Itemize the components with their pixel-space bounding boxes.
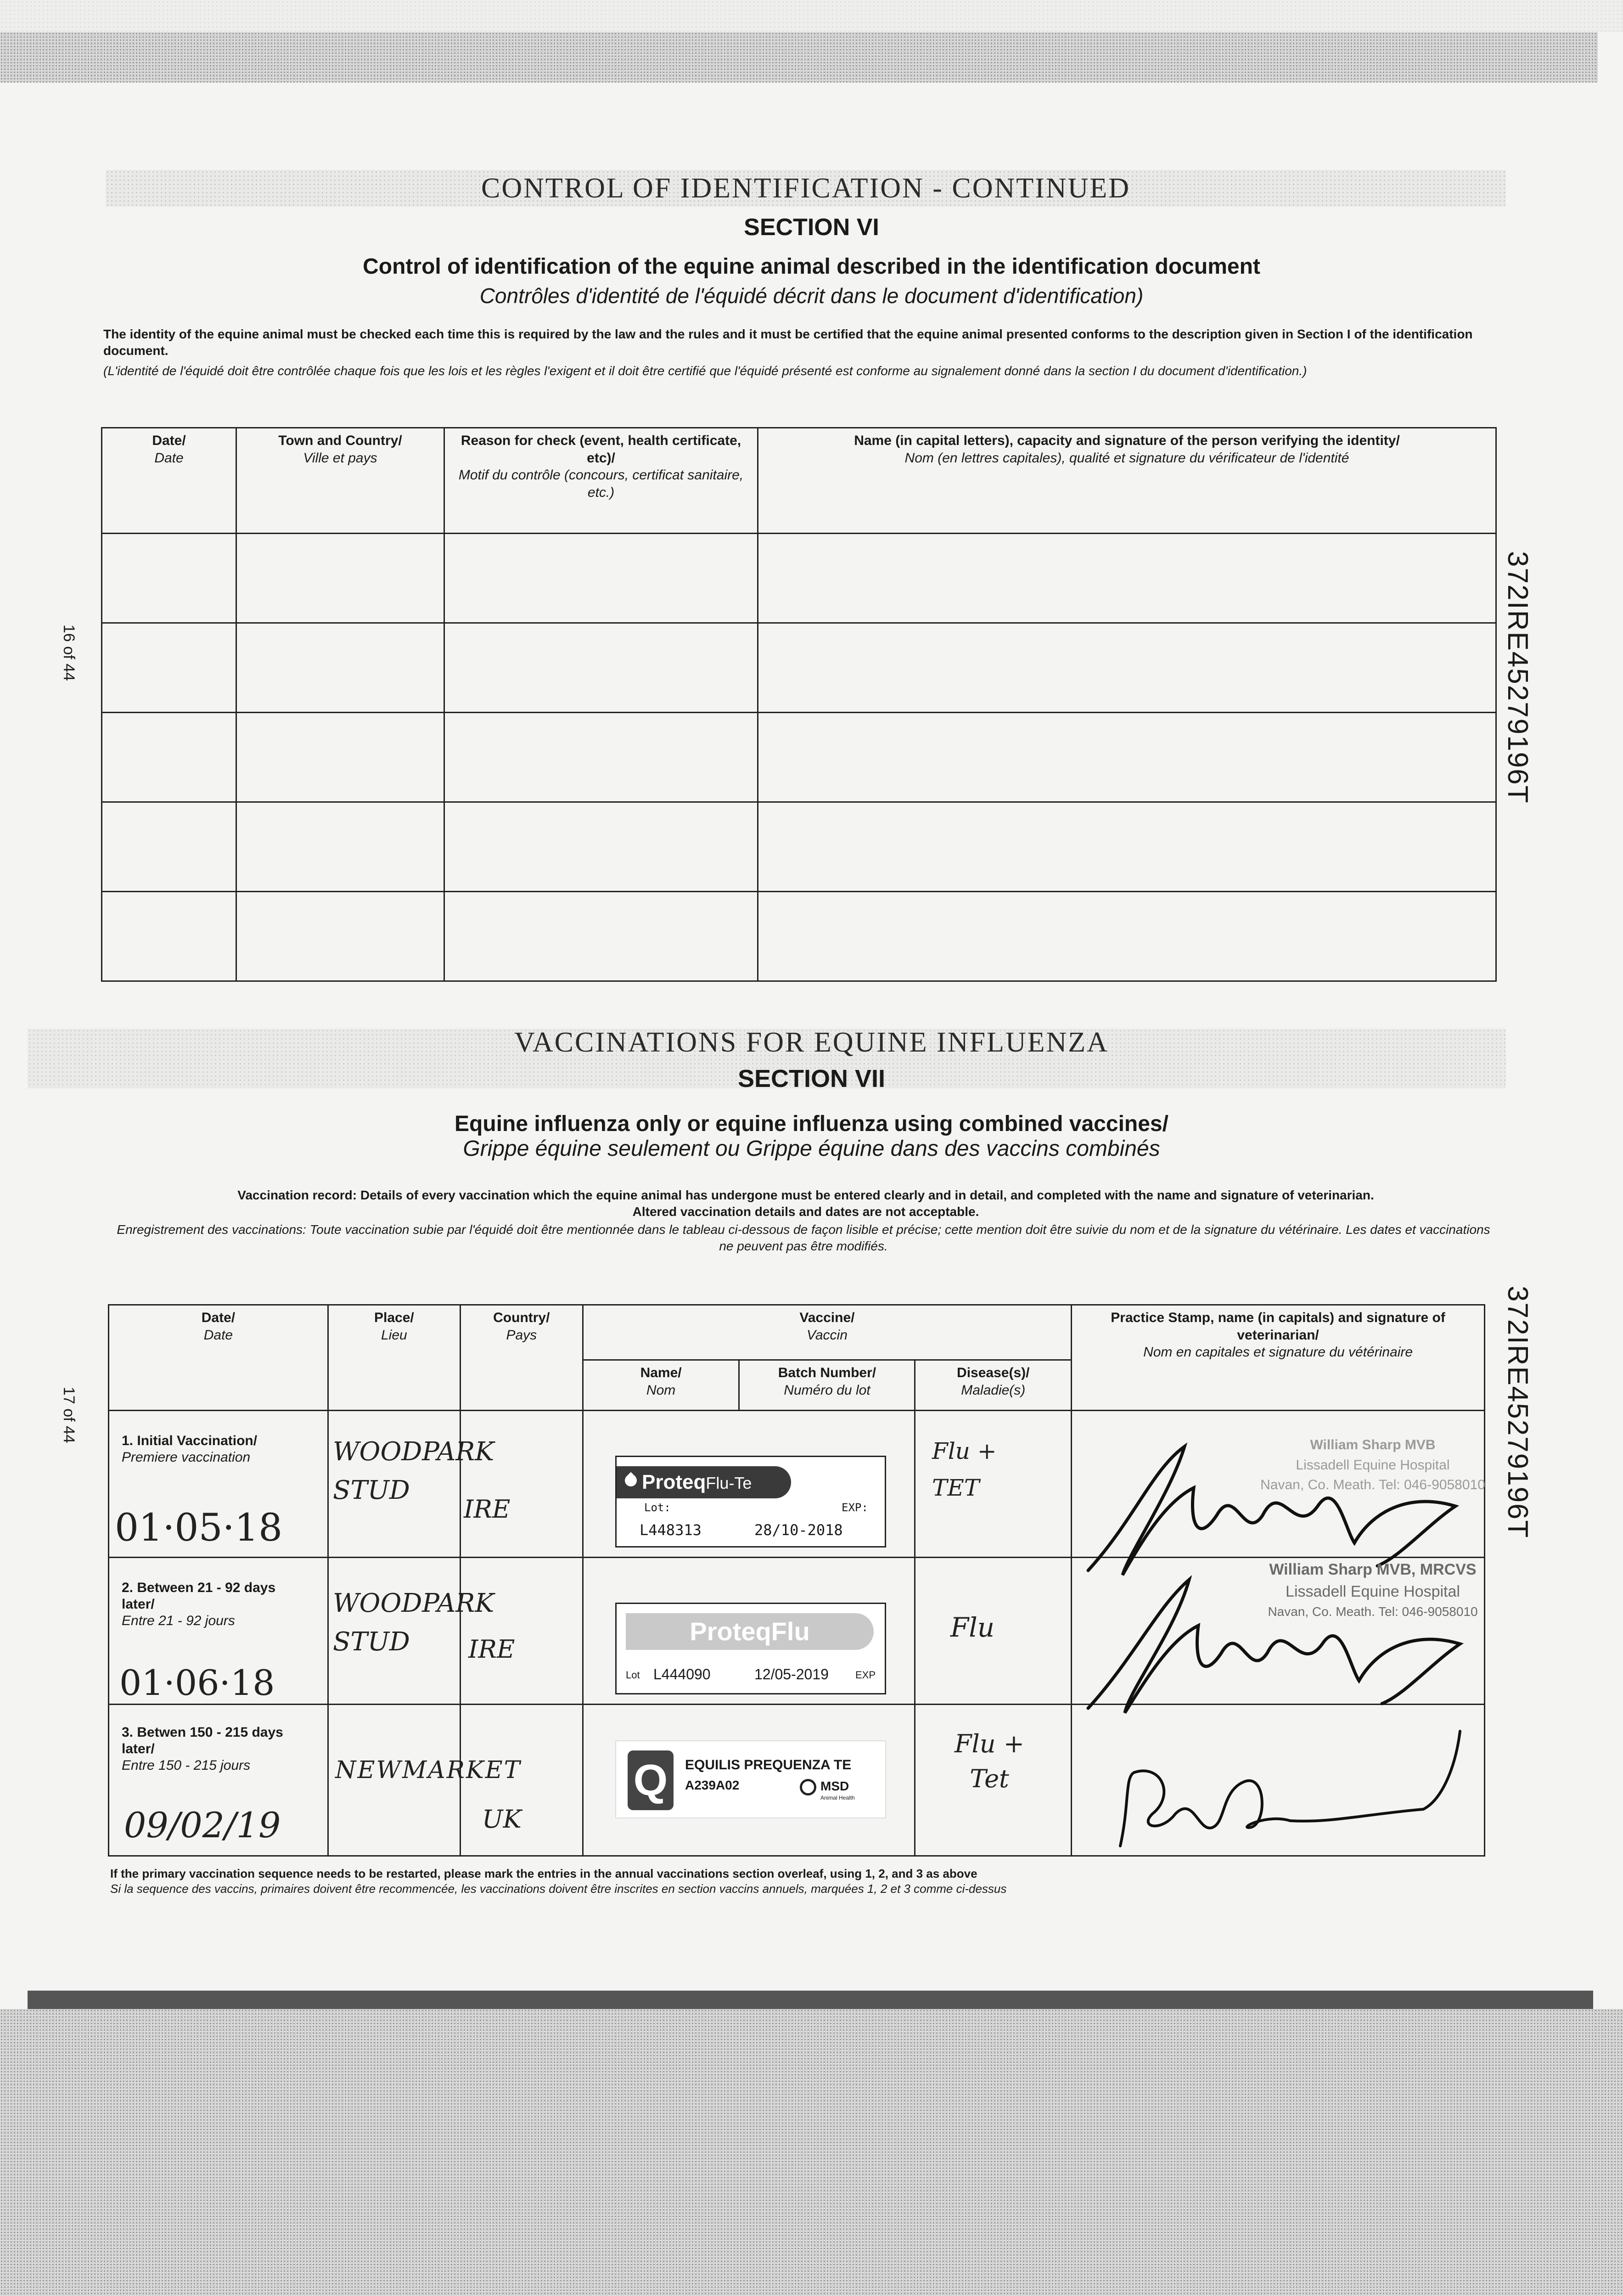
document-id-bottom: 372IRE45279196T bbox=[1502, 1286, 1533, 1539]
scan-noise-top bbox=[0, 32, 1598, 83]
vax-row1-date: 01·05·18 bbox=[115, 1506, 283, 1550]
col-reason-header bbox=[444, 428, 758, 534]
col-town-header bbox=[236, 428, 444, 534]
cell-town[interactable] bbox=[236, 802, 444, 892]
vax-row2-brand: ProteqFlu bbox=[690, 1617, 810, 1646]
vax-row3-label bbox=[122, 1724, 305, 1774]
cell-date[interactable] bbox=[102, 713, 236, 802]
record-fr-label: Enregistrement des vaccinations: bbox=[117, 1222, 306, 1237]
cell-reason[interactable] bbox=[444, 802, 758, 892]
vax-vaccine-header bbox=[583, 1305, 1071, 1360]
table-row bbox=[102, 534, 1496, 623]
vax-disease-en: Disease(s)/ bbox=[957, 1365, 1030, 1380]
vax-row3-date: 09/02/19 bbox=[124, 1805, 281, 1846]
vax-country-en: Country/ bbox=[493, 1310, 550, 1325]
col-date-fr: Date bbox=[154, 450, 184, 466]
vax-row3-brand: EQUILIS PREQUENZA TE bbox=[685, 1757, 852, 1773]
vax-row2-signature bbox=[1079, 1570, 1492, 1722]
vax-row2-stamp-town: Navan, Co. Meath. Tel: 046-9058010 bbox=[1268, 1604, 1478, 1619]
cell-town[interactable] bbox=[236, 713, 444, 802]
vax-row1-place: WOODPARK STUD bbox=[333, 1437, 494, 1505]
col-name-header bbox=[758, 428, 1496, 534]
vax-disease-fr: Maladie(s) bbox=[961, 1382, 1026, 1398]
vax-disease-header bbox=[915, 1360, 1072, 1411]
vax-row2-country-cell[interactable] bbox=[460, 1558, 583, 1705]
vax-date-header bbox=[109, 1305, 328, 1411]
section7-heading-fr: Grippe équine seulement ou Grippe équine dans des vaccins combinés bbox=[463, 1137, 1160, 1161]
section6-intro-fr: (L'identité de l'équidé doit être contrôlée chaque fois que les lois et les règles l'exigent et il doit être certifié que l'équidé présenté est conforme au signalement donné dans la section I du document d'identification.) bbox=[103, 364, 1307, 378]
cell-reason[interactable] bbox=[444, 892, 758, 981]
vax-row3-logo-letter: Q bbox=[633, 1756, 668, 1805]
vax-country-header bbox=[460, 1305, 583, 1411]
vax-row1-stamp-name: William Sharp MVB bbox=[1310, 1437, 1436, 1452]
col-reason-en: Reason for check (event, health certificate, etc)/ bbox=[461, 433, 741, 466]
table-row bbox=[102, 892, 1496, 981]
vax-name-en: Name/ bbox=[640, 1365, 682, 1380]
col-town-fr: Ville et pays bbox=[303, 450, 377, 466]
vax-vet-fr: Nom en capitales et signature du vétérinaire bbox=[1143, 1345, 1413, 1360]
record-fr-body: Toute vaccination subie par l'équidé doit être mentionnée dans le tableau ci-dessous de façon lisible et précise; cette mention doit être suivie du nom et de la signature du vétérinaire. Les dates et vaccinations ne peuvent pas être modifiés. bbox=[309, 1222, 1490, 1254]
vax-row2-place: WOODPARK STUD bbox=[333, 1588, 494, 1657]
cell-signature[interactable] bbox=[758, 892, 1496, 981]
vax-vet-en: Practice Stamp, name (in capitals) and signature of veterinarian/ bbox=[1111, 1310, 1445, 1343]
section7-heading-en: Equine influenza only or equine influenza using combined vaccines/ bbox=[455, 1112, 1168, 1136]
vax-row3-signature bbox=[1093, 1722, 1483, 1855]
vax-vaccine-fr: Vaccin bbox=[806, 1327, 848, 1343]
vax-row2-label-en: 2. Between 21 - 92 days later/ bbox=[122, 1580, 276, 1612]
vax-date-fr: Date bbox=[203, 1327, 233, 1343]
vax-date-en: Date/ bbox=[201, 1310, 236, 1325]
vax-row1-disease: Flu + TET bbox=[932, 1438, 997, 1501]
q-logo-icon bbox=[628, 1750, 674, 1810]
cell-signature[interactable] bbox=[758, 713, 1496, 802]
col-reason-fr: Motif du contrôle (concours, certificat sanitaire, etc.) bbox=[458, 467, 744, 500]
cell-reason[interactable] bbox=[444, 713, 758, 802]
vax-row3-disease: Flu + Tet bbox=[955, 1729, 1024, 1793]
record-en-label: Vaccination record: bbox=[237, 1188, 357, 1202]
cell-town[interactable] bbox=[236, 892, 444, 981]
vax-row2-date: 01·06·18 bbox=[119, 1662, 275, 1703]
cell-town[interactable] bbox=[236, 623, 444, 713]
vax-row1-country: IRE bbox=[464, 1495, 511, 1524]
record-en-body: Details of every vaccination which the equine animal has undergone must be entered clearly and in detail, and completed with the name and signature of veterinarian. bbox=[360, 1188, 1374, 1202]
col-name-en: Name (in capital letters), capacity and signature of the person verifying the identity/ bbox=[854, 433, 1400, 448]
cell-signature[interactable] bbox=[758, 534, 1496, 623]
section6-heading-en: Control of identification of the equine animal described in the identification document bbox=[363, 254, 1260, 279]
scan-noise-top-edge bbox=[0, 0, 1623, 32]
vaccination-record-text-fr bbox=[110, 1221, 1497, 1255]
vax-row2-stamp-name: William Sharp MVB, MRCVS bbox=[1269, 1561, 1477, 1578]
cell-reason[interactable] bbox=[444, 534, 758, 623]
vaccination-record-text-en bbox=[115, 1187, 1497, 1221]
section6-banner-text: CONTROL OF IDENTIFICATION - CONTINUED bbox=[481, 172, 1131, 204]
vax-vaccine-en: Vaccine/ bbox=[799, 1310, 855, 1325]
table-row bbox=[102, 713, 1496, 802]
vax-row2-disease: Flu bbox=[950, 1612, 995, 1643]
vax-name-header bbox=[583, 1360, 739, 1411]
vax-row2-lot-label: Lot bbox=[626, 1669, 640, 1681]
section6-heading-fr: Contrôles d'identité de l'équidé décrit dans le document d'identification) bbox=[479, 284, 1144, 308]
vax-row1-exp: 28/10-2018 bbox=[754, 1521, 843, 1539]
vax-row3-place: NEWMARKET bbox=[335, 1756, 522, 1784]
cell-date[interactable] bbox=[102, 802, 236, 892]
col-town-en: Town and Country/ bbox=[278, 433, 402, 448]
vax-row2-label-fr: Entre 21 - 92 jours bbox=[122, 1613, 235, 1628]
msd-logo-icon bbox=[800, 1779, 816, 1795]
vax-row1-stamp-practice: Lissadell Equine Hospital bbox=[1296, 1457, 1450, 1473]
vax-row2-exp: 12/05-2019 bbox=[754, 1666, 829, 1683]
vax-vet-header bbox=[1072, 1305, 1485, 1411]
vax-row1-lot-label: Lot: bbox=[644, 1501, 671, 1514]
cell-reason[interactable] bbox=[444, 623, 758, 713]
vax-row3-maker: MSD bbox=[820, 1779, 849, 1793]
record-en-body-2: Altered vaccination details and dates are not acceptable. bbox=[632, 1204, 979, 1219]
vax-row1-lot: L448313 bbox=[640, 1521, 702, 1539]
page-number-top: 16 of 44 bbox=[60, 625, 78, 681]
section6-intro-en: The identity of the equine animal must be checked each time this is required by the law and the rules and it must be certified that the equine animal presented conforms to the description given in Section I of the identification document. bbox=[103, 327, 1473, 358]
vax-batch-fr: Numéro du lot bbox=[784, 1382, 870, 1398]
identity-check-table bbox=[101, 427, 1497, 982]
vax-row3-maker-sub: Animal Health bbox=[820, 1795, 855, 1801]
section6-banner bbox=[106, 170, 1506, 207]
cell-signature[interactable] bbox=[758, 802, 1496, 892]
vax-row2-lot: L444090 bbox=[653, 1666, 711, 1683]
vax-row1-label-fr: Premiere vaccination bbox=[122, 1450, 251, 1465]
vax-row2-label bbox=[122, 1580, 305, 1629]
cell-date[interactable] bbox=[102, 534, 236, 623]
vax-row3-label-sticker bbox=[615, 1740, 886, 1818]
vax-row2-exp-label: EXP bbox=[855, 1669, 876, 1681]
table-row bbox=[102, 802, 1496, 892]
cell-date[interactable] bbox=[102, 892, 236, 981]
table-row bbox=[102, 623, 1496, 713]
section7-title: SECTION VII bbox=[737, 1065, 886, 1092]
vax-country-fr: Pays bbox=[506, 1327, 537, 1343]
vax-row1-exp-label: EXP: bbox=[842, 1501, 868, 1514]
col-date-en: Date/ bbox=[152, 433, 186, 448]
vax-batch-header bbox=[739, 1360, 915, 1411]
vax-place-header bbox=[328, 1305, 460, 1411]
cell-date[interactable] bbox=[102, 623, 236, 713]
section6-title: SECTION VI bbox=[744, 214, 879, 241]
vax-place-fr: Lieu bbox=[381, 1327, 407, 1343]
vax-row1-variant: Flu-Te bbox=[706, 1474, 752, 1492]
vax-row1-stamp-town: Navan, Co. Meath. Tel: 046-9058010 bbox=[1260, 1477, 1485, 1492]
document-id-top: 372IRE45279196T bbox=[1502, 551, 1533, 804]
vax-row1-label-sticker bbox=[615, 1456, 886, 1548]
vax-row1-country-cell[interactable] bbox=[460, 1411, 583, 1558]
vax-batch-en: Batch Number/ bbox=[778, 1365, 876, 1380]
scan-noise-bottom bbox=[0, 2009, 1623, 2296]
vax-row1-brand: Proteq bbox=[642, 1471, 706, 1493]
section7-banner bbox=[0, 1026, 1623, 1058]
vax-row3-label-en: 3. Betwen 150 - 215 days later/ bbox=[122, 1725, 283, 1756]
scan-border-bottom bbox=[28, 1991, 1593, 2009]
cell-town[interactable] bbox=[236, 534, 444, 623]
col-date-header bbox=[102, 428, 236, 534]
section7-banner-text: VACCINATIONS FOR EQUINE INFLUENZA bbox=[514, 1026, 1109, 1058]
vax-row1-label-en: 1. Initial Vaccination/ bbox=[122, 1433, 258, 1448]
vax-name-fr: Nom bbox=[646, 1382, 676, 1398]
vax-place-en: Place/ bbox=[374, 1310, 414, 1325]
footnote-fr: Si la sequence des vaccins, primaires doivent être recommencée, les vaccinations doivent être inscrites en section vaccins annuels, marquées 1, 2 et 3 comme ci-dessus bbox=[110, 1882, 1007, 1896]
page-number-bottom: 17 of 44 bbox=[60, 1387, 78, 1443]
vax-row2-label-sticker bbox=[615, 1603, 886, 1694]
vax-row3-country: UK bbox=[482, 1805, 522, 1834]
vax-row1-label bbox=[122, 1433, 257, 1466]
vax-row2-country: IRE bbox=[468, 1635, 515, 1664]
vax-row3-lot: A239A02 bbox=[685, 1778, 740, 1792]
vax-row3-label-fr: Entre 150 - 215 jours bbox=[122, 1758, 251, 1773]
vax-row2-stamp-practice: Lissadell Equine Hospital bbox=[1286, 1582, 1460, 1600]
footnote-en: If the primary vaccination sequence needs to be restarted, please mark the entries in the annual vaccinations section overleaf, using 1, 2, and 3 as above bbox=[110, 1867, 977, 1880]
col-name-fr: Nom (en lettres capitales), qualité et signature du vérificateur de l'identité bbox=[904, 450, 1349, 466]
cell-signature[interactable] bbox=[758, 623, 1496, 713]
